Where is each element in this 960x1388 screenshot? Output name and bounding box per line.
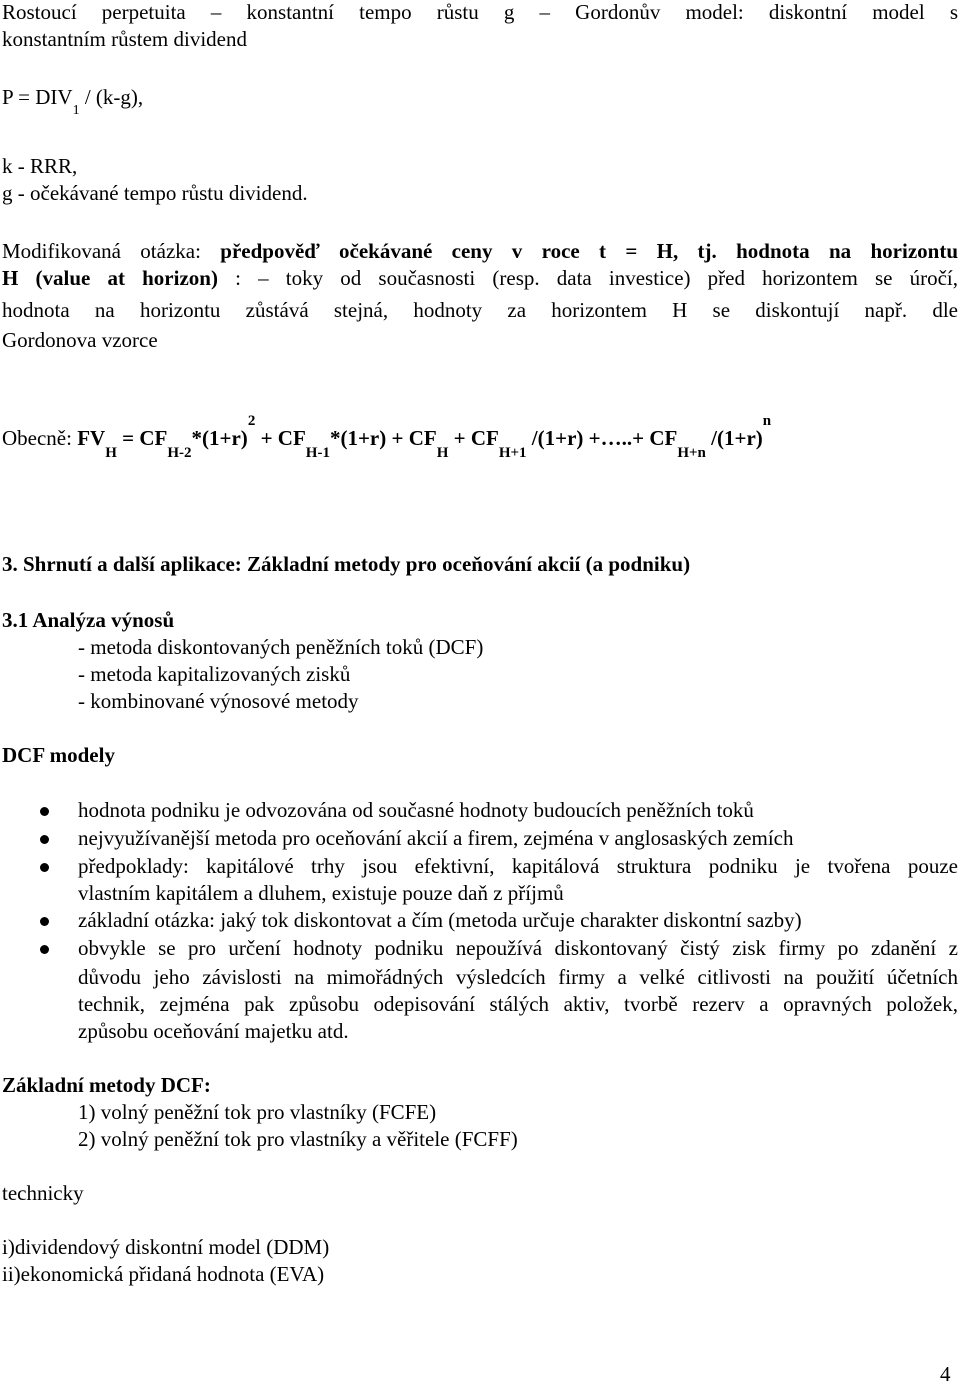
def-k: k - RRR, (2, 154, 78, 178)
def-g: g - očekávané tempo růstu dividend. (2, 181, 308, 205)
modified-line-4: Gordonova vzorce (2, 328, 158, 352)
modified-line-1: Modifikovaná otázka: předpověď očekávané ceny v roce t = H, tj. hodnota na horizontu (2, 239, 958, 263)
basic-method-2: 2) volný peněžní tok pro vlastníky a věřitele (FCFF) (78, 1127, 518, 1151)
list-item: - metoda kapitalizovaných zisků (78, 662, 351, 686)
dcf-bullet-3-line-2: vlastním kapitálem a dluhem, existuje pouze daň z příjmů (78, 881, 564, 905)
page-number: 4 (940, 1362, 951, 1386)
bullet-icon (40, 863, 49, 872)
dcf-bullet-5-line-3: technik, zejména pak způsobu odepisování stálých aktiv, tvorbě rezerv a opravných položek, (78, 992, 958, 1016)
intro-line-1: Rostoucí perpetuita – konstantní tempo růstu g – Gordonův model: diskontní model s (2, 0, 958, 24)
section-3-heading: 3. Shrnutí a další aplikace: Základní metody pro oceňování akcií (a podniku) (2, 552, 691, 576)
dcf-bullet-2: nejvyužívanější metoda pro oceňování akcií a firem, zejména v anglosaských zemích (78, 826, 794, 850)
dcf-heading: DCF modely (2, 743, 115, 767)
modified-line-3: hodnota na horizontu zůstává stejná, hodnoty za horizontem H se diskontují např. dle (2, 298, 958, 322)
intro-line-2: konstantním růstem dividend (2, 27, 247, 51)
modified-line-2: H (value at horizon) : – toky od současnosti (resp. data investice) před horizontem se úročí, (2, 266, 958, 290)
bullet-icon (40, 945, 49, 954)
technique-eva: ii)ekonomická přidaná hodnota (EVA) (2, 1262, 325, 1286)
bullet-icon (40, 807, 49, 816)
dcf-bullet-1: hodnota podniku je odvozována od současné hodnoty budoucích peněžních toků (78, 798, 754, 822)
dcf-bullet-5-line-1: obvykle se pro určení hodnoty podniku nepoužívá diskontovaný čistý zisk firmy po zdanění z (78, 936, 958, 960)
technique-ddm: i)dividendový diskontní model (DDM) (2, 1235, 330, 1259)
section-3-1-heading: 3.1 Analýza výnosů (2, 608, 175, 632)
formula-gordon: $P = DIV_1 / (k-g)$, (2, 85, 144, 118)
dcf-bullet-4: základní otázka: jaký tok diskontovat a čím (metoda určuje charakter diskontní sazby) (78, 908, 802, 932)
bullet-icon (40, 835, 49, 844)
dcf-bullet-5-line-4: způsobu oceňování majetku atd. (78, 1019, 349, 1043)
technically-label: technicky (2, 1181, 84, 1205)
dcf-bullet-3-line-1: předpoklady: kapitálové trhy jsou efektivní, kapitálová struktura podniku je tvořena pouze (78, 854, 958, 878)
list-item: - kombinované výnosové metody (78, 689, 359, 713)
list-item: - metoda diskontovaných peněžních toků (DCF) (78, 635, 484, 659)
basic-methods-heading: Základní metody DCF: (2, 1073, 211, 1097)
general-formula: Obecně: $FV_H = CF_{H-2}*(1+r)^2 + CF_{H-1}*(1+r) + CF_H + CF_{H+1}$ /(1+r) +…..+ $CF_{H+n}$ $/(1+r)^n$ (2, 413, 772, 461)
bullet-icon (40, 917, 49, 926)
basic-method-1: 1) volný peněžní tok pro vlastníky (FCFE) (78, 1100, 437, 1124)
dcf-bullet-5-line-2: důvodu jeho závislosti na mimořádných výsledcích firmy a velké citlivosti na použití účetních (78, 965, 958, 989)
